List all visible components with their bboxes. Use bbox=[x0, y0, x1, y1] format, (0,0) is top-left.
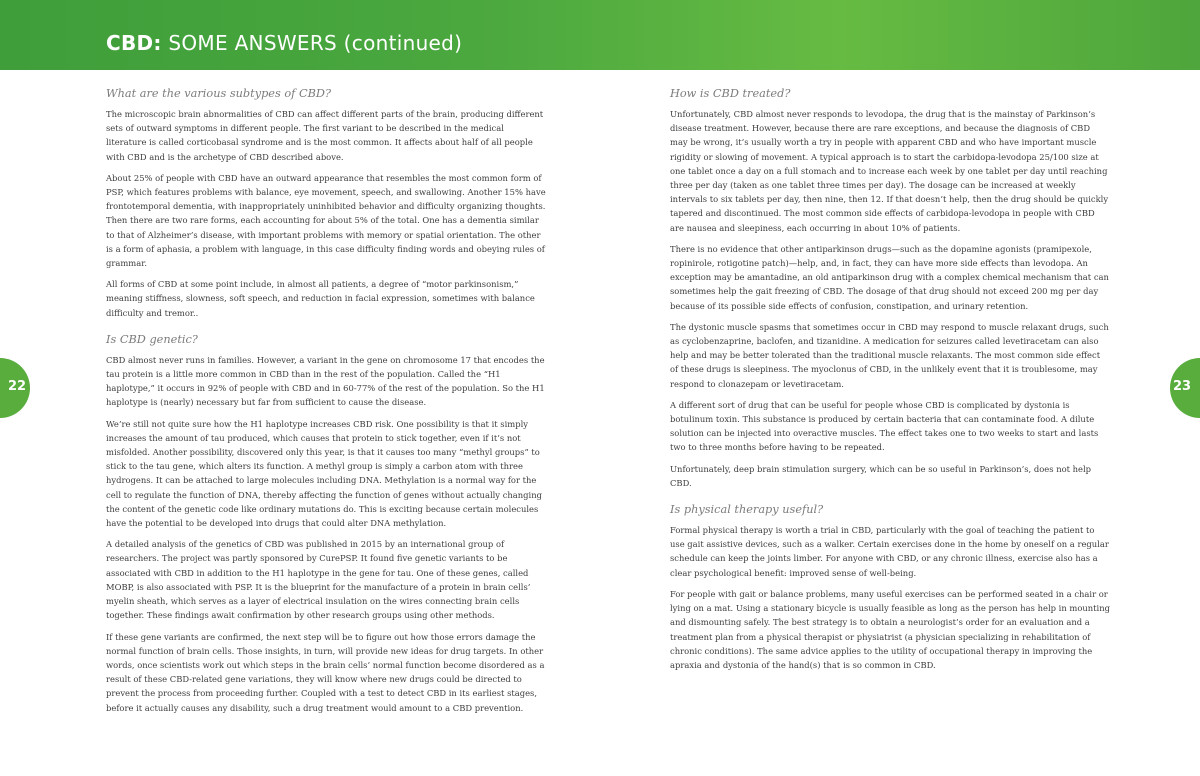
page-title bbox=[106, 31, 462, 55]
paragraph: All forms of CBD at some point include, in almost all patients, a degree of “motor parkinsonism,” meaning stiffness, slowness, soft speech, and reduction in facial expression, sometimes with balance difficulty and tremor.. bbox=[106, 279, 535, 318]
section-heading-subtypes: What are the various subtypes of CBD? bbox=[106, 87, 332, 100]
section-heading-treatment: How is CBD treated? bbox=[670, 87, 791, 100]
page-title-rest: SOME ANSWERS (continued) bbox=[161, 31, 463, 55]
paragraph: If these gene variants are confirmed, the next step will be to figure out how those errors damage the normal function of brain cells. Those insights, in turn, will provide new ideas for drug targets. In other words, once scientists work out which steps in the brain cells’ normal function become disordered as a result of these CBD-related gene variations, they will know where new drugs could be directed to prevent the process from proceeding further. Coupled with a test to detect CBD in its earliest stages, before it actually causes any disability, such a drug treatment would amount to a CBD prevention. bbox=[106, 631, 545, 713]
section-heading-genetic: Is CBD genetic? bbox=[106, 332, 198, 346]
paragraph: CBD almost never runs in families. However, a variant in the gene on chromosome 17 that encodes the tau protein is a little more common in CBD than in the rest of the population. Called the “H1 haplotype,” it occurs in 92% of people with CBD and in 60-77% of the rest of the population. So the H1 haplotype is (nearly) necessary but far from sufficient to cause the disease. bbox=[106, 354, 545, 408]
section-heading-physical-therapy: Is physical therapy useful? bbox=[670, 503, 824, 517]
paragraph: For people with gait or balance problems, many useful exercises can be performed seated in a chair or lying on a mat. Using a stationary bicycle is usually feasible as long as the person has help in mounting and dismounting safely. The best strategy is to obtain a neurologist’s order for an evaluation and a treatment plan from a physical therapist or physiatrist (a physician specializing in rehabilitation of chronic conditions). The same advice applies to the utility of occupational therapy in improving the apraxia and dystonia of the hand(s) that is so common in CBD. bbox=[670, 588, 1110, 670]
paragraph: A detailed analysis of the genetics of CBD was published in 2015 by an international group of researchers. The project was partly sponsored by CurePSP. It found five genetic variants to be associated with CBD in addition to the H1 haplotype in the gene for tau. One of these genes, called MOBP, is also associated with PSP. It is the blueprint for the manufacture of a protein in brain cells’ myelin sheath, which serves as a layer of electrical insulation on the wires connecting brain cells together. These findings await confirmation by other research groups using other methods. bbox=[106, 539, 531, 621]
paragraph: Unfortunately, CBD almost never responds to levodopa, the drug that is the mainstay of Parkinson’s disease treatment. However, because there are rare exceptions, and because the diagnosis of CBD may be wrong, it’s usually worth a try in people with apparent CBD and who have important muscle rigidity or slowing of movement. A typical approach is to start the carbidopa-levodopa 25/100 size at one tablet once a day on a full stomach and to increase each week by one tablet per day until reaching three per day (taken as one tablet three times per day). The dosage can be increased at weekly intervals to six tablets per day, then nine, then 12. If that doesn’t help, then the drug should be quickly tapered and discontinued. The most common side effects of carbidopa-levodopa in people with CBD are nausea and sleepiness, each occurring in about 10% of patients. bbox=[670, 109, 1109, 233]
header-banner bbox=[0, 0, 1200, 70]
paragraph: A different sort of drug that can be useful for people whose CBD is complicated by dystonia is botulinum toxin. This substance is produced by certain bacteria that can contaminate food. A dilute solution can be injected into overactive muscles. The effect takes one to two weeks to start and lasts two to three months before having to be repeated. bbox=[670, 399, 1099, 453]
paragraph: About 25% of people with CBD have an outward appearance that resembles the most common form of PSP, which features problems with balance, eye movement, speech, and swallowing. Another 15% have frontotemporal dementia, with inappropriately uninhibited behavior and difficulty organizing thoughts. Then there are two rare forms, each accounting for about 5% of the total. One has a dementia similar to that of Alzheimer’s disease, with important problems with memory or spatial orientation. The other is a form of aphasia, a problem with language, in this case difficulty finding words and obeying rules of grammar. bbox=[106, 172, 546, 269]
paragraph: The dystonic muscle spasms that sometimes occur in CBD may respond to muscle relaxant drugs, such as cyclobenzaprine, baclofen, and tizanidine. A medication for seizures called levetiracetam can also help and may be better tolerated than the traditional muscle relaxants. The most common side effect of these drugs is sleepiness. The myoclonus of CBD, in the unlikely event that it is troublesome, may respond to clonazepam or levetiracetam. bbox=[670, 321, 1109, 389]
right-column bbox=[670, 86, 1110, 679]
page-number-right: 23 bbox=[1173, 379, 1192, 394]
page-number-tab-right bbox=[1170, 358, 1200, 418]
paragraph: Formal physical therapy is worth a trial in CBD, particularly with the goal of teaching the patient to use gait assistive devices, such as a walker. Certain exercises done in the home by oneself on a regular schedule can keep the joints limber. For anyone with CBD, or any chronic illness, exercise also has a clear psychological benefit: improved sense of well-being. bbox=[670, 525, 1109, 578]
paragraph: Unfortunately, deep brain stimulation surgery, which can be so useful in Parkinson’s, does not help CBD. bbox=[670, 463, 1092, 488]
paragraph: The microscopic brain abnormalities of CBD can affect different parts of the brain, producing different sets of outward symptoms in different people. The first variant to be described in the medical literature is called corticobasal syndrome and is the most common. It affects about half of all people with CBD and is the archetype of CBD described above. bbox=[106, 109, 544, 162]
page-number-tab-left bbox=[0, 358, 30, 418]
page-title-bold: CBD: bbox=[106, 31, 162, 55]
left-column bbox=[106, 86, 546, 722]
paragraph: There is no evidence that other antiparkinson drugs—such as the dopamine agonists (pramipexole, ropinirole, rotigotine patch)—help, and, in fact, they can have more side effects than levodopa. An exception may be amantadine, an old antiparkinson drug with a complex chemical mechanism that can sometimes help the gait freezing of CBD. The dosage of that drug should not exceed 200 mg per day because of its possible side effects of confusion, constipation, and urinary retention. bbox=[670, 243, 1109, 311]
page-number-left: 22 bbox=[8, 379, 27, 394]
paragraph: We’re still not quite sure how the H1 haplotype increases CBD risk. One possibility is that it simply increases the amount of tau produced, which causes that protein to stick together, even if it’s not misfolded. Another possibility, discovered only this year, is that it causes too many “methyl groups” to stick to the tau gene, which alters its function. A methyl group is simply a carbon atom with three hydrogens. It can be attached to large molecules including DNA. Methylation is a normal way for the cell to regulate the function of DNA, thereby affecting the function of genes without actually changing the content of the genetic code like ordinary mutations do. This is exciting because certain molecules have the potential to be developed into drugs that could alter DNA methylation. bbox=[106, 418, 542, 529]
